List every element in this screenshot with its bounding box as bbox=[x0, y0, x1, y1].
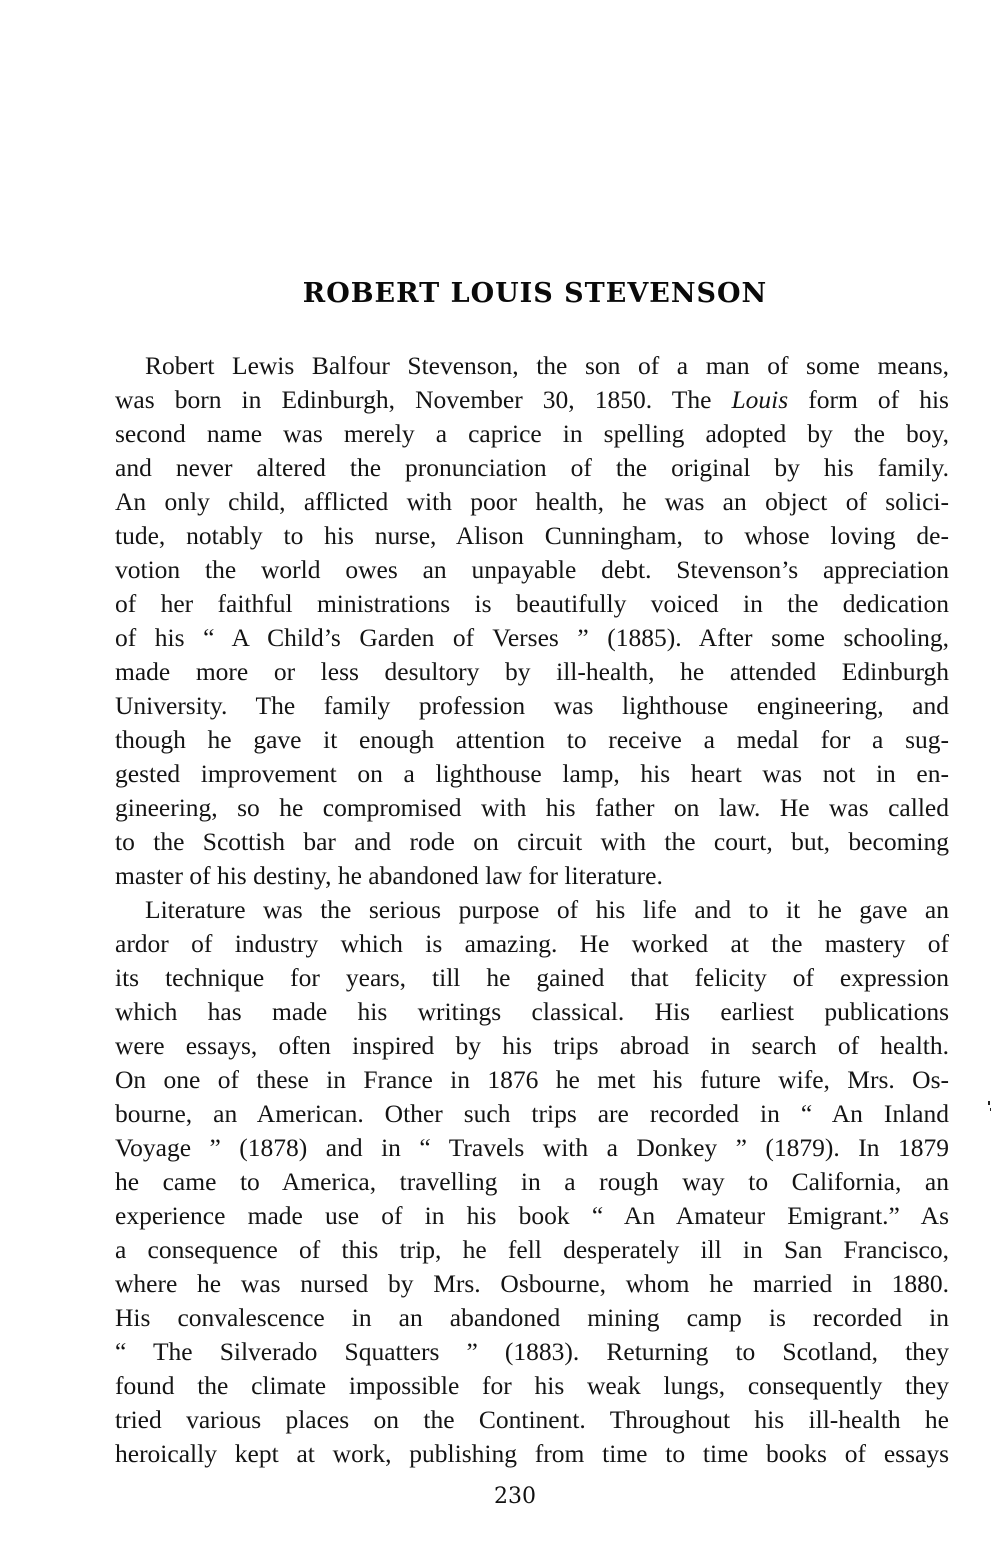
text-line: Voyage ” (1878) and in “ Travels with a Donkey ” (1879). In 1879 bbox=[115, 1133, 949, 1162]
text-line: Robert Lewis Balfour Stevenson, the son of a man of some means, bbox=[145, 351, 949, 380]
text-line: he came to America, travelling in a rough way to California, an bbox=[115, 1167, 949, 1196]
text-line bbox=[115, 383, 949, 417]
text-line: its technique for years, till he gained that felicity of expression bbox=[115, 963, 949, 992]
text-line: though he gave it enough attention to receive a medal for a sug- bbox=[115, 725, 949, 754]
page-number: 230 bbox=[494, 1484, 536, 1509]
page-title: ROBERT LOUIS STEVENSON bbox=[302, 278, 768, 309]
text-line: His convalescence in an abandoned mining camp is recorded in bbox=[115, 1303, 949, 1332]
text-line: “ The Silverado Squatters ” (1883). Returning to Scotland, they bbox=[115, 1337, 949, 1366]
text-segment: form of his bbox=[788, 385, 949, 414]
text-line: second name was merely a caprice in spelling adopted by the boy, bbox=[115, 419, 949, 448]
text-line: made more or less desultory by ill-health, he attended Edinburgh bbox=[115, 657, 949, 686]
text-line: heroically kept at work, publishing from time to time books of essays bbox=[115, 1439, 949, 1468]
scan-speck bbox=[990, 1108, 991, 1111]
text-line: On one of these in France in 1876 he met his future wife, Mrs. Os- bbox=[115, 1065, 949, 1094]
text-segment: was born in Edinburgh, November 30, 1850. The bbox=[115, 385, 732, 414]
text-line: found the climate impossible for his weak lungs, consequently they bbox=[115, 1371, 949, 1400]
text-line: of his “ A Child’s Garden of Verses ” (1885). After some schooling, bbox=[115, 623, 949, 652]
text-line: tude, notably to his nurse, Alison Cunningham, to whose loving de- bbox=[115, 521, 949, 550]
text-line: a consequence of this trip, he fell desperately ill in San Francisco, bbox=[115, 1235, 949, 1264]
text-line: gineering, so he compromised with his father on law. He was called bbox=[115, 793, 949, 822]
italic-name-louis: Louis bbox=[731, 385, 789, 414]
text-line: ardor of industry which is amazing. He worked at the mastery of bbox=[115, 929, 949, 958]
article-body bbox=[115, 349, 949, 1471]
text-line: experience made use of in his book “ An Amateur Emigrant.” As bbox=[115, 1201, 949, 1230]
text-line: master of his destiny, he abandoned law for literature. bbox=[115, 861, 663, 890]
text-line: bourne, an American. Other such trips are recorded in “ An Inland bbox=[115, 1099, 949, 1128]
text-line: of her faithful ministrations is beautifully voiced in the dedication bbox=[115, 589, 949, 618]
text-line: An only child, afflicted with poor health, he was an object of solici- bbox=[115, 487, 949, 516]
scan-speck bbox=[988, 1101, 990, 1105]
text-line: votion the world owes an unpayable debt. Stevenson’s appreciation bbox=[115, 555, 949, 584]
text-line: Literature was the serious purpose of his life and to it he gave an bbox=[145, 895, 949, 924]
text-line: gested improvement on a lighthouse lamp, his heart was not in en- bbox=[115, 759, 949, 788]
text-line: University. The family profession was lighthouse engineering, and bbox=[115, 691, 949, 720]
text-line: to the Scottish bar and rode on circuit with the court, but, becoming bbox=[115, 827, 949, 856]
text-line: which has made his writings classical. His earliest publications bbox=[115, 997, 949, 1026]
text-line: tried various places on the Continent. Throughout his ill-health he bbox=[115, 1405, 949, 1434]
text-line: and never altered the pronunciation of the original by his family. bbox=[115, 453, 949, 482]
text-line: were essays, often inspired by his trips abroad in search of health. bbox=[115, 1031, 949, 1060]
text-line: where he was nursed by Mrs. Osbourne, whom he married in 1880. bbox=[115, 1269, 949, 1298]
